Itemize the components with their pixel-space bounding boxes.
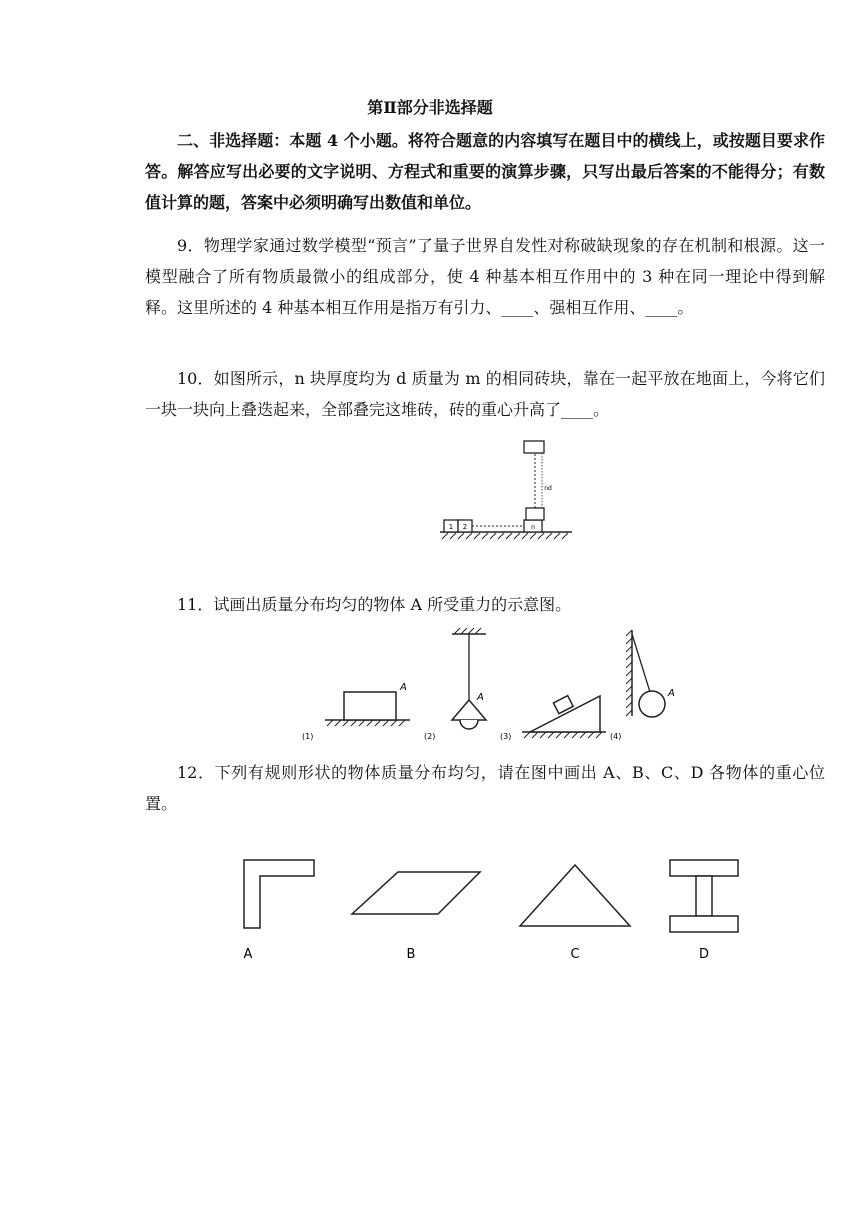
lamp-shade	[452, 700, 486, 720]
question-9-text: 9．物理学家通过数学模型“预言”了量子世界自发性对称破缺现象的存在机制和根源。这一模型融合了所有物质最微小的组成部分，使 4 种基本相互作用中的 3 种在同一理论中得到解释。这里所述的 4 种基本相互作用是指万有引力、____、强相互作用、____。	[145, 236, 825, 317]
question-12-figure	[230, 850, 750, 970]
fig-label-2: (2)	[424, 732, 436, 741]
shape-c-triangle	[520, 865, 630, 926]
question-10-text: 10．如图所示，n 块厚度均为 d 质量为 m 的相同砖块，靠在一起平放在地面上，今将它们一块一块向上叠迭起来，全部叠完这堆砖，砖的重心升高了____。	[145, 369, 825, 419]
shape-d-web	[696, 876, 712, 916]
shape-a-label: A	[243, 947, 253, 962]
shape-a-l-bracket	[244, 860, 314, 928]
shape-d-top-flange	[670, 860, 738, 876]
fig-label-4: (4)	[610, 732, 622, 741]
question-11-text: 11．试画出质量分布均匀的物体 A 所受重力的示意图。	[177, 595, 572, 614]
shape-d-bottom-flange	[670, 916, 738, 932]
question-12-text: 12．下列有规则形状的物体质量分布均匀，请在图中画出 A、B、C、D 各物体的重心位置。	[145, 763, 825, 813]
fig-label-3: (3)	[500, 732, 512, 741]
height-label: nd	[544, 485, 552, 492]
hanging-ball	[639, 691, 665, 717]
instructions-text: 二、非选择题：本题 4 个小题。将符合题意的内容填写在题目中的横线上，或按题目要求作答。解答应写出必要的文字说明、方程式和重要的演算步骤，只写出最后答案的不能得分；有数值计算的题，答案中必须明确写出数值和单位。	[145, 131, 825, 212]
object-a-label-4: A	[668, 688, 675, 699]
question-10-figure	[430, 436, 580, 546]
shape-d-label: D	[698, 947, 710, 962]
brick-2-label: 2	[462, 523, 468, 531]
brick-1-label: 1	[448, 523, 454, 531]
box-object	[344, 692, 396, 720]
shape-c-label: C	[570, 947, 580, 962]
object-a-label-2: A	[477, 692, 484, 703]
question-11-figure	[300, 626, 680, 746]
brick-n-label: n	[531, 524, 535, 531]
object-a-label-1: A	[400, 682, 407, 693]
section-title: 第Ⅱ部分非选择题	[367, 98, 493, 117]
fig-label-1: (1)	[302, 732, 314, 741]
shape-b-label: B	[406, 947, 416, 962]
shape-b-parallelogram	[352, 872, 480, 914]
brick-top	[524, 441, 544, 453]
